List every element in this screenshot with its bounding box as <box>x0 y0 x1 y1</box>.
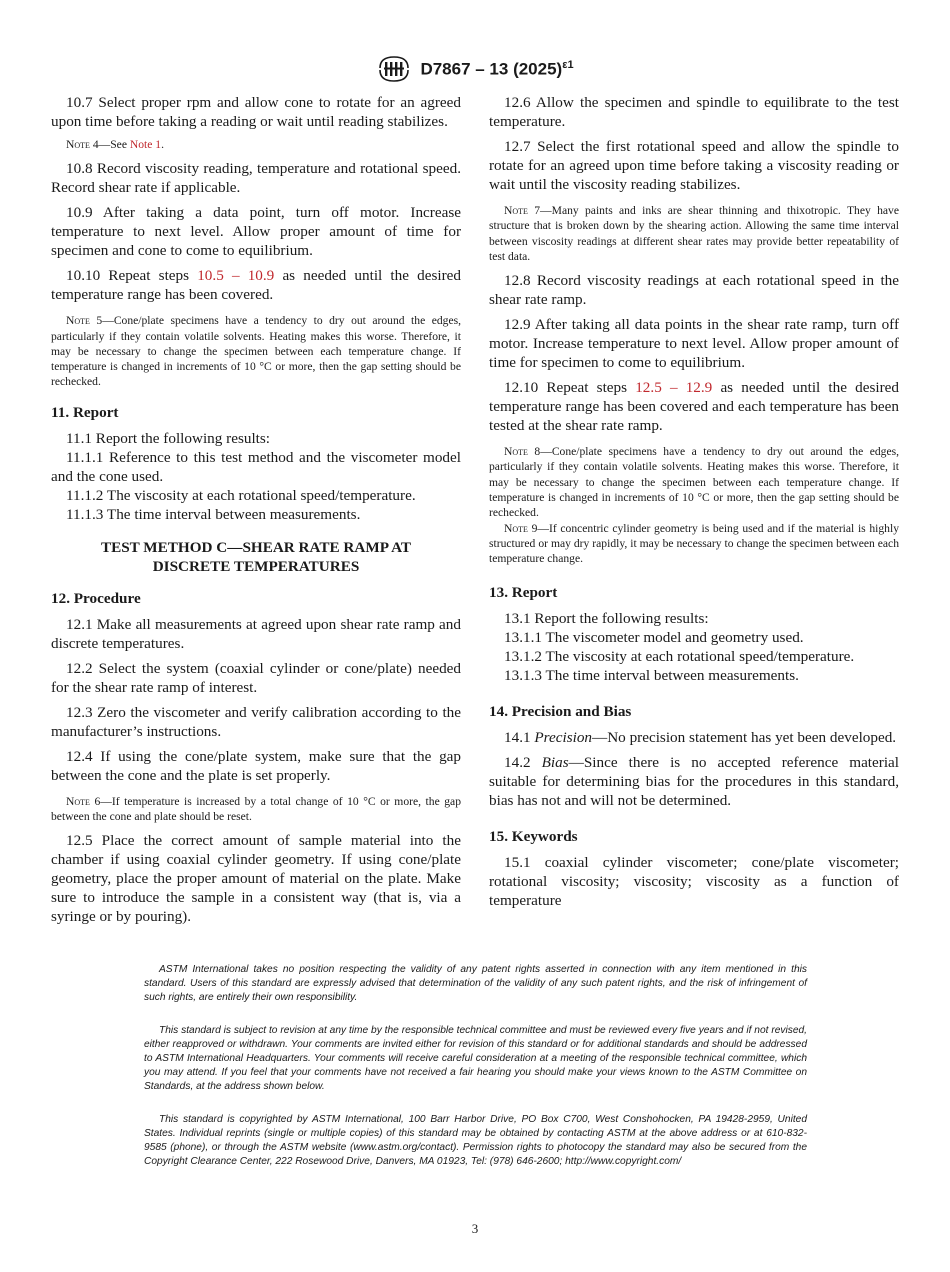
paragraph-10-10: 10.10 Repeat steps 10.5 – 10.9 as needed until the desired temperature range has been covered. <box>51 267 461 304</box>
paragraph-10-8: 10.8 Record viscosity reading, temperature and rotational speed. Record shear rate if applicable. <box>51 160 461 197</box>
right-column <box>489 93 899 916</box>
steps-10-5-10-9-link[interactable]: 10.5 – 10.9 <box>197 267 275 285</box>
test-method-c-title: TEST METHOD C—SHEAR RATE RAMP AT DISCRETE TEMPERATURES <box>100 538 412 575</box>
edition-superscript: ε1 <box>562 58 574 71</box>
footer-revision-notice: This standard is subject to revision at any time by the responsible technical committee and must be reviewed every five years and if not revised, either reapproved or withdrawn. Your comments are invited either for revision of this standard or for additional standards and should be addressed to ASTM International Headquarters. Your comments will receive careful consideration at a meeting of the responsible technical committee, which you may attend. If you feel that your comments have not received a fair hearing you should make your views known to the ASTM Committee on Standards, at the address shown below. <box>144 1025 807 1092</box>
paragraph-10-9: 10.9 After taking a data point, turn off motor. Increase temperature to next level. Allow proper amount of time for specimen and cone to come to equilibrium. <box>51 204 461 260</box>
paragraph-12-9: 12.9 After taking all data points in the shear rate ramp, turn off motor. Increase temperature to next level. Allow proper amount of time for specimen to come to equilibrium. <box>489 316 899 372</box>
paragraph-13-1-1: 13.1.1 The viscometer model and geometry used. <box>504 628 804 646</box>
footer-copyright-notice: This standard is copyrighted by ASTM International, 100 Barr Harbor Drive, PO Box C700, West Conshohocken, PA 19428-2959, United States. Individual reprints (single or multiple copies) of this standard may be obtained by contacting ASTM at the above address or at 610-832-9585 (phone), or through the ASTM website (www.astm.org/contact). Permission rights to photocopy the standard may also be secured from the Copyright Clearance Center, 222 Rosewood Drive, Danvers, MA 01923, Tel: (978) 646-2600; http://www.copyright.com/ <box>144 1114 807 1167</box>
paragraph-14-1: 14.1 Precision—No precision statement has yet been developed. <box>504 728 897 746</box>
paragraph-11-1-2: 11.1.2 The viscosity at each rotational speed/temperature. <box>66 486 416 504</box>
footer-patent-disclaimer: ASTM International takes no position respecting the validity of any patent rights asserted in connection with any item mentioned in this standard. Users of this standard are expressly advised that determination of the validity of any such patent rights, and the risk of infringement of such rights, are entirely their own responsibility. <box>144 964 807 1003</box>
section-14-heading: 14. Precision and Bias <box>489 702 632 720</box>
paragraph-11-1: 11.1 Report the following results: <box>66 429 271 447</box>
note-7: Note 7—Many paints and inks are shear thinning and thixotropic. They have structure that is broken down by the shearing action. Allowing the same time interval between viscosity readings at different shear rates may provide better repeatability of test data. <box>489 204 899 263</box>
note-8: Note 8—Cone/plate specimens have a tendency to dry out around the edges, particularly if they contain volatile solvents. Heating makes this worse. Therefore, it may be necessary to change the specimen between each temperature change. If temperature is changed in increments of 10 °C or more, then the gap setting should be rechecked. <box>489 445 900 520</box>
note-1-link[interactable]: Note 1 <box>129 138 162 151</box>
paragraph-12-4: 12.4 If using the cone/plate system, make sure that the gap between the cone and the plate is set properly. <box>51 747 461 784</box>
page-header <box>0 54 950 84</box>
paragraph-12-3: 12.3 Zero the viscometer and verify calibration according to the manufacturer’s instructions. <box>51 703 461 740</box>
paragraph-12-2: 12.2 Select the system (coaxial cylinder or cone/plate) needed for the shear rate ramp of interest. <box>51 659 461 696</box>
page-number: 3 <box>471 1221 479 1236</box>
paragraph-12-6: 12.6 Allow the specimen and spindle to equilibrate to the test temperature. <box>489 94 899 130</box>
note-4: Note 4—See Note 1. <box>66 138 164 151</box>
paragraph-13-1-3: 13.1.3 The time interval between measurements. <box>504 666 799 684</box>
note-6: Note 6—If temperature is increased by a total change of 10 °C or more, the gap between the cone and plate should be reset. <box>51 794 461 824</box>
paragraph-12-5: 12.5 Place the correct amount of sample material into the chamber if using coaxial cylinder geometry. If using cone/plate geometry, place the proper amount of material on the plate. Make sure to introduce the sample in a consistent way (that is, via a syringe or by pouring). <box>51 832 461 926</box>
section-15-heading: 15. Keywords <box>489 827 578 845</box>
section-11-heading: 11. Report <box>51 403 119 421</box>
paragraph-12-8: 12.8 Record viscosity readings at each rotational speed in the shear rate ramp. <box>489 272 899 309</box>
note-5: Note 5—Cone/plate specimens have a tendency to dry out around the edges, particularly if they contain volatile solvents. Heating makes this worse. Therefore, it may be necessary to change the specimen between each temperature change. If temperature is changed in increments of 10 °C or more, then the gap setting should be rechecked. <box>51 314 462 389</box>
paragraph-11-1-3: 11.1.3 The time interval between measurements. <box>66 505 361 523</box>
astm-logo-icon <box>376 54 412 84</box>
left-column <box>51 93 461 932</box>
paragraph-10-7: 10.7 Select proper rpm and allow cone to rotate for an agreed upon time before taking a reading or wait until reading stabilizes. <box>51 94 461 130</box>
paragraph-15-1: 15.1 coaxial cylinder viscometer; cone/plate viscometer; rotational viscosity; viscosity; viscosity as a function of temperature <box>489 853 899 909</box>
paragraph-12-7: 12.7 Select the first rotational speed and allow the spindle to rotate for an agreed upon time before taking a viscosity reading or wait until the viscosity reading stabilizes. <box>489 138 899 193</box>
document-designation: D7867 – 13 $(2025)^{\varepsilon 1}$ <box>420 58 574 79</box>
section-12-heading: 12. Procedure <box>51 589 141 607</box>
paragraph-14-2: 14.2 Bias—Since there is no accepted reference material suitable for determining bias for the procedures in this standard, bias has not and will not be determined. <box>489 753 900 809</box>
paragraph-12-10: 12.10 Repeat steps 12.5 – 12.9 as needed until the desired temperature range has been covered and each temperature has been tested at the shear rate ramp. <box>489 379 899 435</box>
paragraph-11-1-1: 11.1.1 Reference to this test method and the viscometer model and the cone used. <box>51 448 461 485</box>
note-9: Note 9—If concentric cylinder geometry is being used and if the material is highly structured or may dry rapidly, it may be necessary to change the specimen between each temperature change. <box>489 521 899 566</box>
section-13-heading: 13. Report <box>489 583 558 601</box>
paragraph-12-1: 12.1 Make all measurements at agreed upon shear rate ramp and discrete temperatures. <box>51 615 461 652</box>
steps-12-5-12-9-link[interactable]: 12.5 – 12.9 <box>635 379 713 397</box>
paragraph-13-1: 13.1 Report the following results: <box>504 609 709 627</box>
paragraph-13-1-2: 13.1.2 The viscosity at each rotational speed/temperature. <box>504 647 855 665</box>
